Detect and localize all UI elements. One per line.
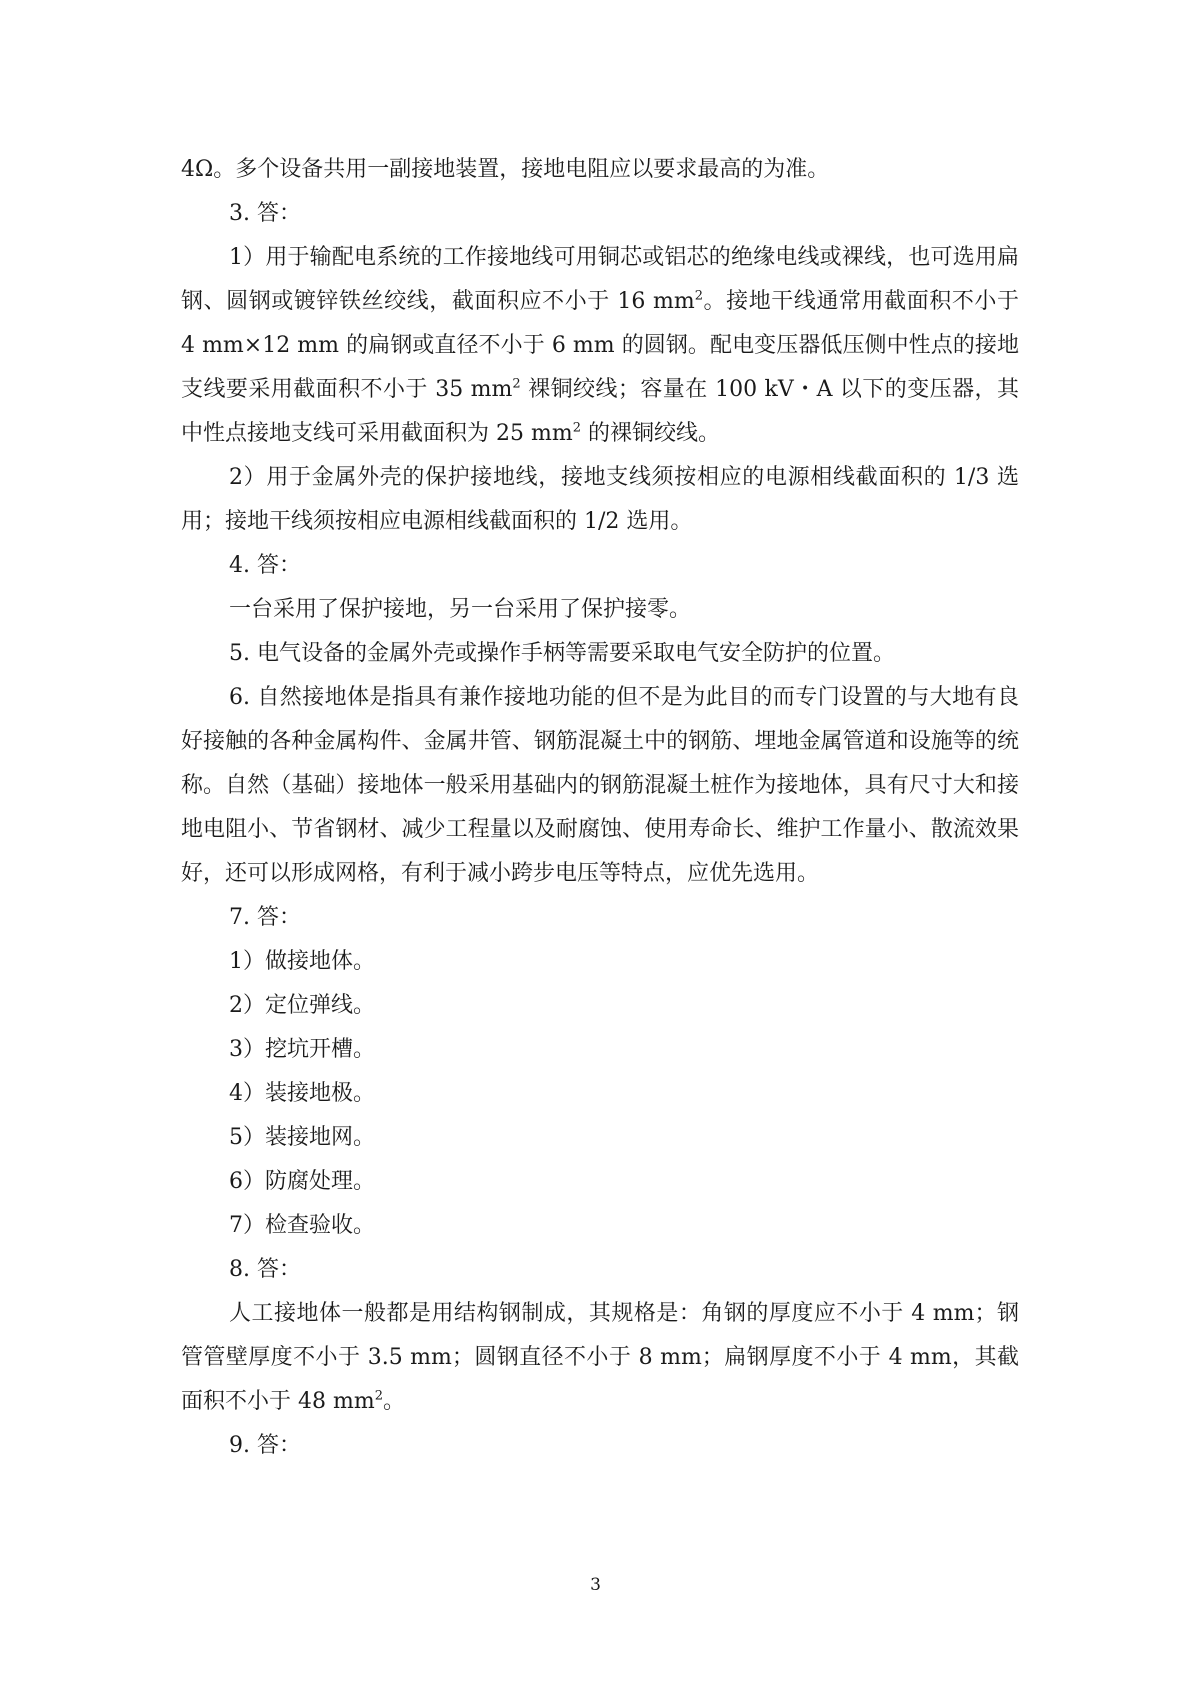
step-item: 4）装接地极。	[229, 1081, 375, 1106]
document-page	[181, 148, 1019, 1468]
paragraph-p6: 一台采用了保护接地，另一台采用了保护接零。	[229, 597, 692, 622]
paragraph-p3: 1）用于输配电系统的工作接地线可用铜芯或铝芯的绝缘电线或裸线，也可选用扁钢、圆钢或镀锌铁丝绞线，截面积应不小于 16 $mm^2$。接地干线通常用截面积不小于 4 mm×12 mm 的扁钢或直径不小于 6 mm 的圆钢。配电变压器低压侧中性点的接地支线要采用截面积不小于 35 $mm^2$ 裸铜绞线；容量在 100 kV・A 以下的变压器，其中性点接地支线可采用截面积为 25 $mm^2$ 的裸铜绞线。	[181, 245, 1019, 446]
step-item: 1）做接地体。	[229, 949, 375, 974]
question-8-heading: 8. 答：	[229, 1257, 301, 1282]
question-7-heading: 7. 答：	[229, 905, 301, 930]
paragraph-p8: 6. 自然接地体是指具有兼作接地功能的但不是为此目的而专门设置的与大地有良好接触的各种金属构件、金属井管、钢筋混凝土中的钢筋、埋地金属管道和设施等的统称。自然（基础）接地体一般采用基础内的钢筋混凝土桩作为接地体，具有尺寸大和接地电阻小、节省钢材、减少工程量以及耐腐蚀、使用寿命长、维护工作量小、散流效果好，还可以形成网格，有利于减小跨步电压等特点，应优先选用。	[181, 685, 1019, 886]
step-item: 7）检查验收。	[229, 1213, 375, 1238]
paragraph-p4: 2）用于金属外壳的保护接地线，接地支线须按相应的电源相线截面积的 1/3 选用；接地干线须按相应电源相线截面积的 1/2 选用。	[181, 465, 1019, 534]
paragraph-p7: 5. 电气设备的金属外壳或操作手柄等需要采取电气安全防护的位置。	[229, 641, 895, 666]
question-9-heading: 9. 答：	[229, 1433, 301, 1458]
step-item: 6）防腐处理。	[229, 1169, 375, 1194]
step-item: 5）装接地网。	[229, 1125, 375, 1150]
step-item: 2）定位弹线。	[229, 993, 375, 1018]
page-number: 3	[590, 1575, 601, 1595]
question-4-heading: 4. 答：	[229, 553, 301, 578]
step-item: 3）挖坑开槽。	[229, 1037, 375, 1062]
question-3-heading: 3. 答：	[229, 201, 301, 226]
paragraph-p1: 4Ω。多个设备共用一副接地装置，接地电阻应以要求最高的为准。	[181, 157, 830, 182]
paragraph-p18: 人工接地体一般都是用结构钢制成，其规格是：角钢的厚度应不小于 4 mm；钢管管壁厚度不小于 3.5 mm；圆钢直径不小于 8 mm；扁钢厚度不小于 4 mm，其截面积不小于 48 $mm^2$。	[181, 1301, 1019, 1414]
